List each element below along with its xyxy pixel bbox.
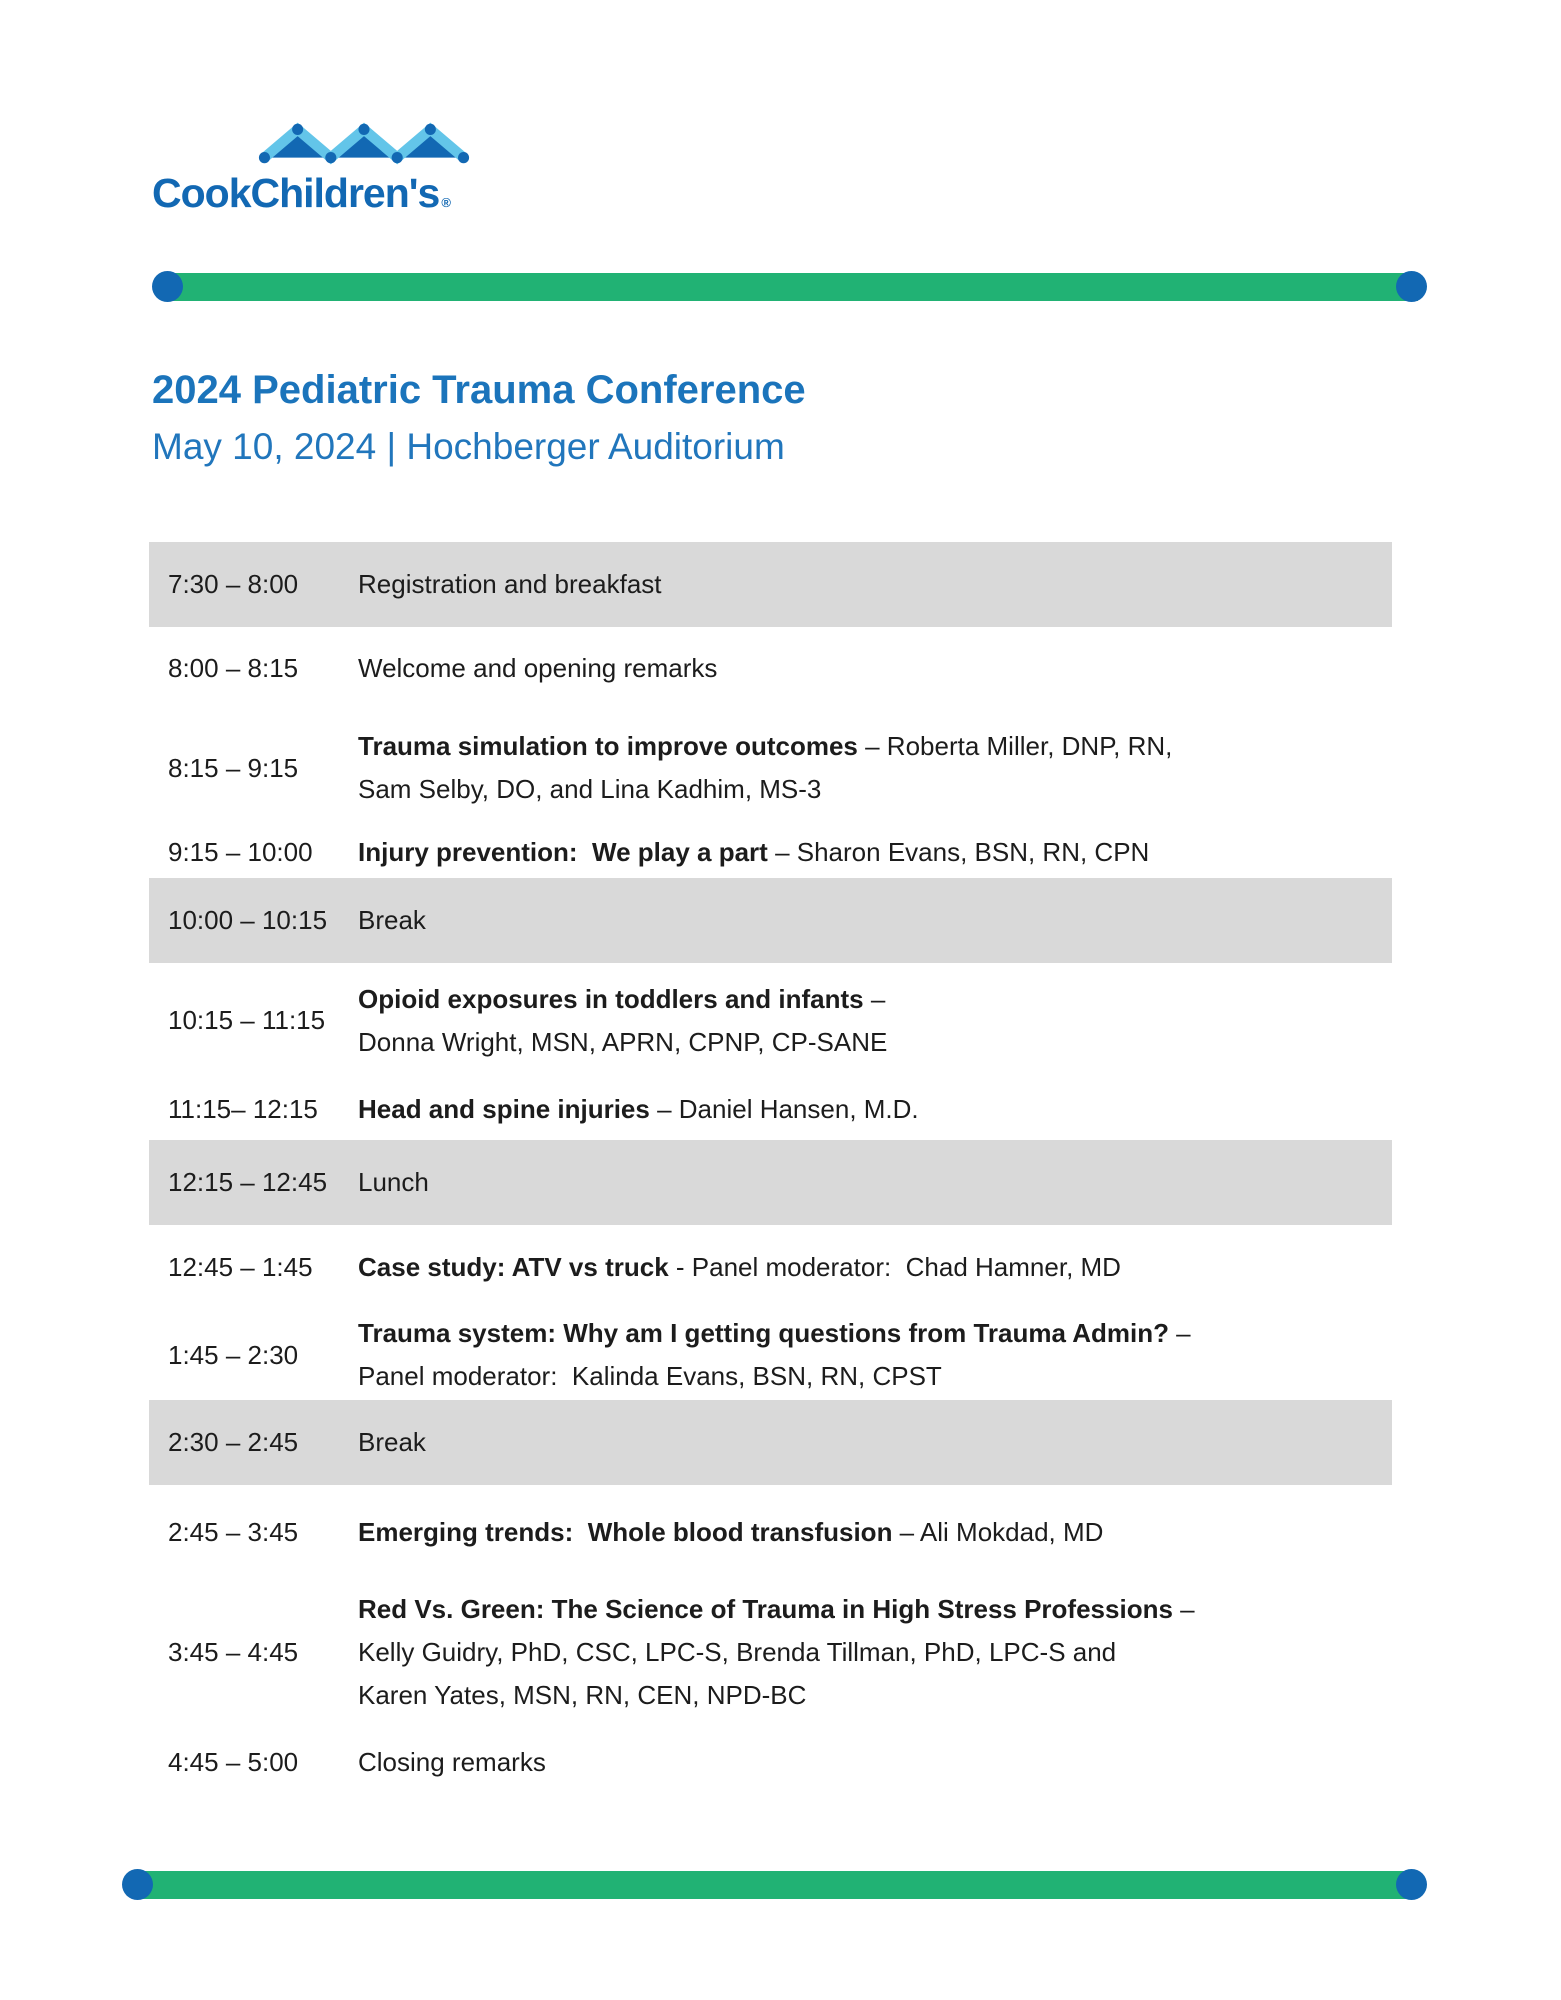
- schedule-row: [149, 710, 1392, 826]
- session-title: Trauma simulation to improve outcomes: [358, 731, 858, 761]
- session-title: Red Vs. Green: The Science of Trauma in High Stress Professions: [358, 1594, 1173, 1624]
- time-cell: 12:45 – 1:45: [168, 1252, 313, 1282]
- description-cell: [358, 1421, 1392, 1464]
- registered-mark: ®: [441, 195, 451, 210]
- time-cell: 11:15– 12:15: [168, 1093, 318, 1124]
- description-line: [358, 1588, 1392, 1631]
- mountains-icon: [258, 120, 470, 167]
- description-cell: [358, 899, 1392, 942]
- description-cell: [358, 1588, 1392, 1717]
- description-cell: [358, 647, 1392, 690]
- session-detail: Karen Yates, MSN, RN, CEN, NPD-BC: [358, 1680, 807, 1710]
- schedule-row: [149, 627, 1392, 710]
- description-cell: [358, 1246, 1392, 1289]
- cook-childrens-wordmark: [152, 170, 451, 217]
- description-cell: [358, 563, 1392, 606]
- right-cap-circle: [1396, 1869, 1427, 1900]
- green-bar: [165, 273, 1418, 301]
- time-cell: 10:00 – 10:15: [168, 905, 328, 935]
- session-detail: Lunch: [358, 1167, 429, 1197]
- description-line: [358, 1631, 1392, 1674]
- schedule-row: [149, 1485, 1392, 1580]
- time-cell: 2:30 – 2:45: [168, 1427, 299, 1457]
- session-detail: Welcome and opening remarks: [358, 653, 718, 683]
- session-title: Trauma system: Why am I getting questions from Trauma Admin?: [358, 1318, 1169, 1348]
- top-divider-bar: [0, 273, 1561, 301]
- time-cell: 3:45 – 4:45: [168, 1637, 299, 1667]
- description-line: [358, 899, 1392, 942]
- session-detail: – Sharon Evans, BSN, RN, CPN: [767, 836, 1150, 867]
- schedule-row: [149, 963, 1392, 1078]
- description-line: [358, 1312, 1392, 1355]
- description-cell: [358, 978, 1392, 1064]
- description-line: [358, 1674, 1392, 1717]
- description-line: [358, 978, 1392, 1021]
- schedule-row: [149, 826, 1392, 878]
- schedule-row: [149, 1225, 1392, 1310]
- page-subtitle: May 10, 2024 | Hochberger Auditorium: [152, 426, 785, 467]
- left-cap-circle: [122, 1869, 153, 1900]
- session-detail: – Ali Mokdad, MD: [892, 1517, 1104, 1547]
- description-line: [358, 831, 1392, 874]
- description-line: [358, 1021, 1392, 1064]
- schedule-row: [149, 1140, 1392, 1225]
- wordmark-text: CookChildren's: [152, 170, 440, 216]
- time-cell: 2:45 – 3:45: [168, 1517, 299, 1547]
- schedule-row: [149, 1078, 1392, 1140]
- session-detail: Donna Wright, MSN, APRN, CPNP, CP-SANE: [358, 1026, 888, 1057]
- session-title: Emerging trends: Whole blood transfusion: [358, 1517, 893, 1547]
- session-detail: Registration and breakfast: [358, 569, 662, 599]
- schedule-row: [149, 542, 1392, 627]
- left-cap-circle: [152, 271, 183, 302]
- session-detail: Break: [358, 905, 426, 935]
- description-cell: [358, 1511, 1392, 1554]
- time-cell: 8:00 – 8:15: [168, 653, 299, 683]
- description-line: [358, 1511, 1392, 1554]
- session-detail: –: [1172, 1594, 1195, 1624]
- description-line: [358, 1088, 1392, 1131]
- schedule-table: [149, 542, 1392, 1800]
- description-line: [358, 563, 1392, 606]
- description-cell: [358, 1088, 1392, 1131]
- time-cell: 12:15 – 12:45: [168, 1167, 328, 1197]
- time-cell: 4:45 – 5:00: [168, 1747, 299, 1777]
- schedule-row: [149, 878, 1392, 963]
- description-line: [358, 1161, 1392, 1204]
- bottom-divider-bar: [0, 1871, 1561, 1899]
- session-detail: –: [863, 983, 886, 1014]
- session-detail: Sam Selby, DO, and Lina Kadhim, MS-3: [358, 774, 822, 804]
- time-cell: 10:15 – 11:15: [168, 1005, 326, 1035]
- time-cell: 1:45 – 2:30: [168, 1339, 299, 1370]
- description-cell: [358, 1741, 1392, 1784]
- schedule-row: [149, 1580, 1392, 1725]
- schedule-row: [149, 1400, 1392, 1485]
- session-title: Injury prevention: We play a part: [358, 836, 768, 867]
- description-line: [358, 768, 1392, 811]
- session-title: Case study: ATV vs truck: [358, 1252, 669, 1282]
- page-title: 2024 Pediatric Trauma Conference: [152, 368, 806, 412]
- session-title: Head and spine injuries: [358, 1093, 650, 1124]
- session-detail: Break: [358, 1427, 426, 1457]
- green-bar: [136, 1871, 1416, 1899]
- right-cap-circle: [1396, 271, 1427, 302]
- time-cell: 7:30 – 8:00: [168, 569, 299, 599]
- description-line: [358, 1355, 1392, 1398]
- description-line: [358, 1741, 1392, 1784]
- description-line: [358, 725, 1392, 768]
- session-detail: Panel moderator: Kalinda Evans, BSN, RN, CPST: [358, 1361, 942, 1391]
- session-detail: - Panel moderator: Chad Hamner, MD: [668, 1252, 1121, 1282]
- session-detail: Closing remarks: [358, 1747, 546, 1777]
- session-detail: – Daniel Hansen, M.D.: [649, 1093, 919, 1124]
- description-cell: [358, 1161, 1392, 1204]
- session-detail: Kelly Guidry, PhD, CSC, LPC-S, Brenda Tillman, PhD, LPC-S and: [358, 1637, 1117, 1667]
- session-detail: – Roberta Miller, DNP, RN,: [857, 731, 1173, 761]
- description-line: [358, 1421, 1392, 1464]
- time-cell: 9:15 – 10:00: [168, 836, 313, 867]
- description-cell: [358, 1312, 1392, 1398]
- schedule-row: [149, 1725, 1392, 1800]
- session-detail: –: [1168, 1318, 1191, 1348]
- description-cell: [358, 831, 1392, 874]
- description-line: [358, 1246, 1392, 1289]
- description-cell: [358, 725, 1392, 811]
- session-title: Opioid exposures in toddlers and infants: [358, 983, 864, 1014]
- schedule-row: [149, 1310, 1392, 1400]
- time-cell: 8:15 – 9:15: [168, 752, 299, 783]
- description-line: [358, 647, 1392, 690]
